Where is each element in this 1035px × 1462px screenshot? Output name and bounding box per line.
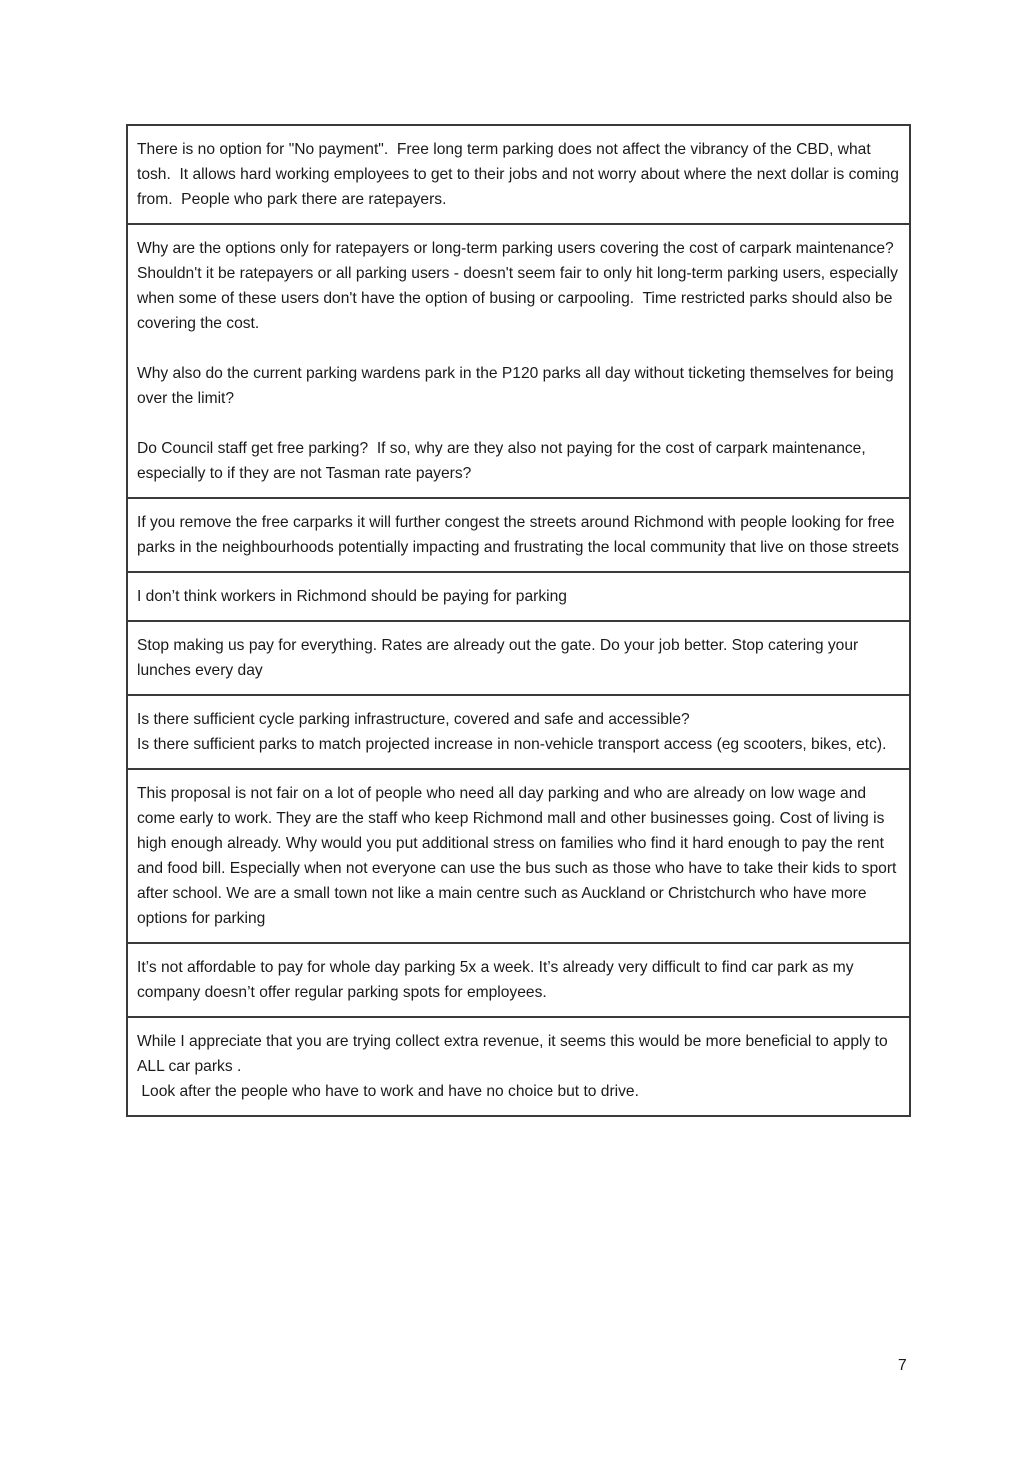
comment-text: Why are the options only for ratepayers or long-term parking users covering the cost of carpark maintenance? Shouldn't it be ratepayers or all parking users - doesn't seem fair to only hit long-term parking users, especially when some of these users don't have the option of busing or carpooling. Time restricted parks should also be covering the cost. <box>137 240 903 332</box>
comment-row <box>128 225 909 499</box>
comment-text: If you remove the free carparks it will further congest the streets around Richmond with people looking for free parks in the neighbourhoods potentially impacting and frustrating the local community that live on those streets <box>137 514 899 556</box>
comment-text: Stop making us pay for everything. Rates are already out the gate. Do your job better. Stop catering your lunches every day <box>137 637 863 679</box>
comment-text: I don’t think workers in Richmond should be paying for parking <box>137 588 567 605</box>
comment-row <box>128 770 909 944</box>
comment-row <box>128 944 909 1018</box>
comment-text: It’s not affordable to pay for whole day parking 5x a week. It’s already very difficult to find car park as my company doesn’t offer regular parking spots for employees. <box>137 959 858 1001</box>
comment-row <box>128 126 909 225</box>
comment-text: There is no option for "No payment". Free long term parking does not affect the vibrancy of the CBD, what tosh. It allows hard working employees to get to their jobs and not worry about where the next dollar is coming from. People who park there are ratepayers. <box>137 141 904 208</box>
page-number: 7 <box>898 1357 907 1374</box>
comment-row <box>128 622 909 696</box>
comment-row <box>128 1018 909 1115</box>
comment-text: Is there sufficient cycle parking infrastructure, covered and safe and accessible? Is there sufficient parks to match projected increase in non-vehicle transport access (eg scooters, bikes, etc). <box>137 711 887 753</box>
comment-text: Do Council staff get free parking? If so, why are they also not paying for the cost of carpark maintenance, especially to if they are not Tasman rate payers? <box>137 440 871 482</box>
comment-row <box>128 499 909 573</box>
comment-row <box>128 696 909 770</box>
comment-text: While I appreciate that you are trying collect extra revenue, it seems this would be more beneficial to apply to ALL car parks . Look after the people who have to work and have no choice but to drive. <box>137 1033 888 1100</box>
comments-table <box>126 124 911 1117</box>
comment-text: Why also do the current parking wardens park in the P120 parks all day without ticketing themselves for being over the limit? <box>137 365 899 407</box>
comment-row <box>128 573 909 622</box>
comment-text: This proposal is not fair on a lot of people who need all day parking and who are already on low wage and come early to work. They are the staff who keep Richmond mall and other businesses going. Cost of living is high enough already. Why would you put additional stress on families who find it hard enough to pay the rent and food bill. Especially when not everyone can use the bus such as those who have to take their kids to sport after school. We are a small town not like a main centre such as Auckland or Christchurch who have more options for parking <box>137 785 901 927</box>
